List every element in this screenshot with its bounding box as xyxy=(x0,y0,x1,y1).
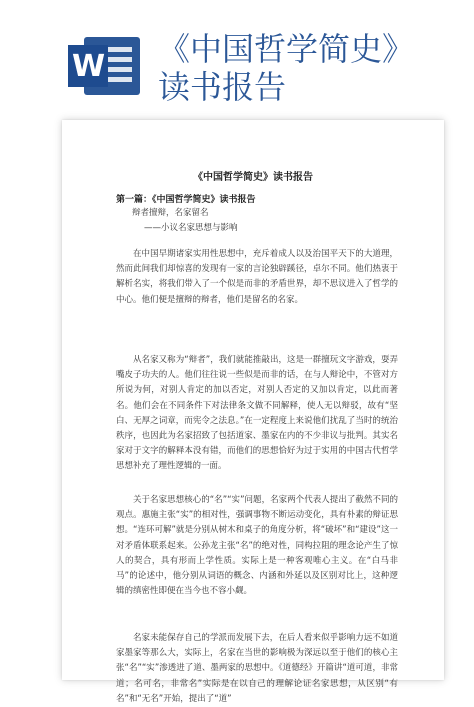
body-paragraph-1: 在中国早期诸家实用性思想中，充斥着成人以及治国平天下的大道理，然而此间我们却惊喜的发现有一家的言论独辟蹊径，卓尔不同。他们热衷于解析名实，将我们带入了一个似是而非的矛盾世界，却不思议进入了哲学的中心。他们便是擅辩的辩者，他们是留名的名家。 xyxy=(116,249,398,305)
body-paragraph-3: 关于名家思想核心的“名”“实”问题，名家两个代表人提出了截然不同的观点。惠施主张“实”的相对性，强调事物不断运动变化，具有朴素的辩证思想。“连环可解”就是分别从树木和桌子的角度分析，将“破坏”和“建设”这一对矛盾体联系起来。公孙龙主张“名”的绝对性，同构拉阻的理念论产生了惊人的契合，具有形而上学性质。实际上是一种客观唯心主义。在“白马非马”的论述中，他分别从词语的概念、内涵和外延以及区别对比上，这种逻辑的缜密性即便在当今也不容小觑。 xyxy=(116,495,398,597)
word-document-icon xyxy=(68,37,140,95)
page-title-line1: 《中国哲学简史》 xyxy=(158,30,415,68)
section-subtitle-2: ——小议名家思想与影响 xyxy=(144,223,238,233)
body-paragraph-2: 从名家又称为“辩者”，我们就能推敲出，这是一群擅玩文字游戏，耍弄嘴皮子功夫的人。他们往往说一些似是而非的话，在与人辩论中，不管对方所说为何，对别人肯定的加以否定，对别人否定的又加以肯定，以此而著名。他们会在不同条件下对法律条文做不同解释，使人无以辩驳，故有“坚白、无厚之词章，而宪令之法息。”在一定程度上来说他们扰乱了当时的统治秩序，也因此为名家招致了包括道家、墨家在内的不少非议与批判。其实名家对于文字的解释本没有错，而他们的思想恰好为过于实用的中国古代哲学思想补充了理性逻辑的一面。 xyxy=(116,355,398,472)
page-line xyxy=(106,77,132,82)
page-header xyxy=(0,0,474,140)
page-line xyxy=(106,47,132,52)
section-heading: 第一篇：《中国哲学简史》读书报告 xyxy=(116,195,256,205)
word-logo-letter: W xyxy=(68,45,108,87)
body-paragraph-4: 名家未能保存自己的学派而发展下去，在后人看来似乎影响力远不如道家墨家等那么大，实际上，名家在当世的影响极为深远以至于他们的核心主张“名”“实”渗透进了道、墨两家的思想中。《道德经》开篇讲“道可道，非常道；名可名，非常名”实际是在以自己的理解论证名家思想，从区别“有名”和“无名”开始，提出了“道” xyxy=(116,633,398,704)
document-preview xyxy=(62,120,444,704)
section-subtitle: 辩者擅辩，名家留名 xyxy=(132,208,209,218)
page-line xyxy=(106,67,132,72)
page-line xyxy=(106,57,132,62)
page-title-line2: 读书报告 xyxy=(158,68,287,106)
document-title: 《中国哲学简史》读书报告 xyxy=(193,172,313,183)
